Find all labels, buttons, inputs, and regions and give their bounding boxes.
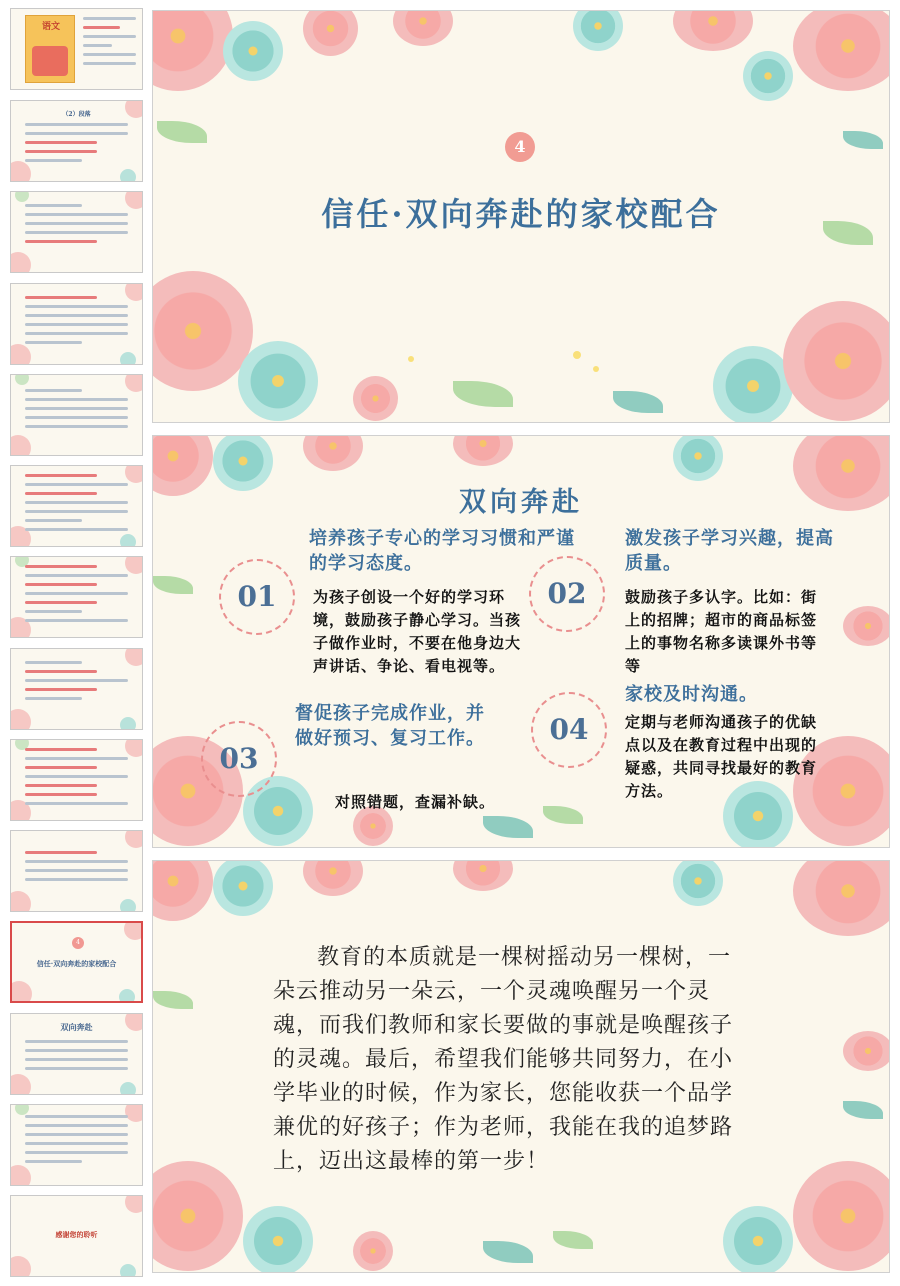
flower-decoration <box>793 1161 890 1271</box>
number-circle-02: 02 <box>529 556 605 632</box>
slide-thumbnail-12[interactable] <box>10 1013 143 1095</box>
flower-decoration <box>393 10 453 46</box>
slide-thumbnail-3[interactable] <box>10 191 143 273</box>
thumbnail-label: （2）段落 <box>62 111 91 118</box>
flower-decoration <box>453 435 513 466</box>
flower-decoration <box>793 10 890 91</box>
slide-thumbnail-2[interactable] <box>10 100 143 182</box>
flower-decoration <box>843 606 890 646</box>
slide-thumbnail-9[interactable] <box>10 739 143 821</box>
tip-heading-03: 督促孩子完成作业，并做好预习、复习工作。 <box>295 703 485 749</box>
closing-paragraph: 教育的本质就是一棵树摇动另一棵树，一朵云推动另一朵云，一个灵魂唤醒另一个灵魂，而我们教师和家长要做的事就是唤醒孩子的灵魂。最后，希望我们能够共同努力，在小学毕业的时候，作为家长，您能收获一个品学兼优的好孩子；作为老师，我能在我的追梦路上，迈出这最棒的第一步！ <box>273 945 734 1174</box>
flower-decoration <box>238 341 318 421</box>
flower-decoration <box>243 1206 313 1273</box>
flower-decoration <box>152 860 213 921</box>
slide-thumbnail-14[interactable] <box>10 1195 143 1277</box>
slide-title: 双向奔赴 <box>459 487 583 518</box>
flower-decoration <box>303 10 358 56</box>
section-title: 信任·双向奔赴的家校配合 <box>321 195 721 233</box>
slide-3-closing-quote[interactable] <box>152 860 890 1273</box>
flower-decoration <box>743 51 793 101</box>
tip-heading-02: 激发孩子学习兴趣，提高质量。 <box>625 528 834 574</box>
tip-heading-01: 培养孩子专心的学习习惯和严谨的学习态度。 <box>309 528 575 574</box>
thumbnail-label: 双向奔赴 <box>60 1022 93 1032</box>
slide-thumbnail-6[interactable] <box>10 465 143 547</box>
flower-decoration <box>353 376 398 421</box>
slide-2-two-way-effort[interactable] <box>152 435 890 848</box>
flower-decoration <box>213 860 273 916</box>
flower-decoration <box>152 10 233 91</box>
flower-decoration <box>713 346 793 423</box>
number-circle-03: 03 <box>201 721 277 797</box>
flower-decoration <box>793 860 890 936</box>
slide-thumbnail-1[interactable] <box>10 8 143 90</box>
flower-decoration <box>353 1231 393 1271</box>
tip-body-03: 对照错题，查漏补缺。 <box>335 793 496 811</box>
slide-thumbnail-5[interactable] <box>10 374 143 456</box>
slide-thumbnail-8[interactable] <box>10 648 143 730</box>
slide-thumbnail-4[interactable] <box>10 283 143 365</box>
flower-decoration <box>673 435 723 481</box>
tip-body-04: 定期与老师沟通孩子的优缺点以及在教育过程中出现的疑惑，共同寻找最好的教育方法。 <box>625 713 818 800</box>
flower-decoration <box>303 435 363 471</box>
flower-decoration <box>223 21 283 81</box>
thumbnail-number-badge: 4 <box>72 937 84 949</box>
slide-thumbnail-7[interactable] <box>10 556 143 638</box>
slide-thumbnail-11[interactable] <box>10 921 143 1003</box>
flower-decoration <box>723 1206 793 1273</box>
number-circle-01: 01 <box>219 559 295 635</box>
flower-decoration <box>303 860 363 896</box>
thumbnail-label: 感谢您的聆听 <box>55 1230 98 1239</box>
slide-thumbnail-panel <box>0 0 150 1286</box>
tip-body-02: 鼓励孩子多认字。比如：街上的招牌；超市的商品标签上的事物名称多读课外书等等 <box>625 588 818 675</box>
flower-decoration <box>152 1161 243 1271</box>
tip-body-01: 为孩子创设一个好的学习环境，鼓励孩子静心学习。当孩子做作业时，不要在他身边大声讲话、争论、看电视等。 <box>313 588 522 675</box>
number-circle-04: 04 <box>531 692 607 768</box>
flower-decoration <box>843 1031 890 1071</box>
section-number-badge: 4 <box>505 132 535 162</box>
flower-decoration <box>453 860 513 891</box>
flower-decoration <box>573 10 623 51</box>
thumbnail-label: 语文 <box>41 22 60 32</box>
slide-1-section-title[interactable] <box>152 10 890 423</box>
flower-decoration <box>673 10 753 51</box>
thumbnail-label: 信任·双向奔赴的家校配合 <box>36 959 117 968</box>
flower-decoration <box>673 860 723 906</box>
slide-thumbnail-13[interactable] <box>10 1104 143 1186</box>
slide-thumbnail-10[interactable] <box>10 830 143 912</box>
flower-decoration <box>783 301 890 421</box>
tip-heading-04: 家校及时沟通。 <box>625 684 758 705</box>
